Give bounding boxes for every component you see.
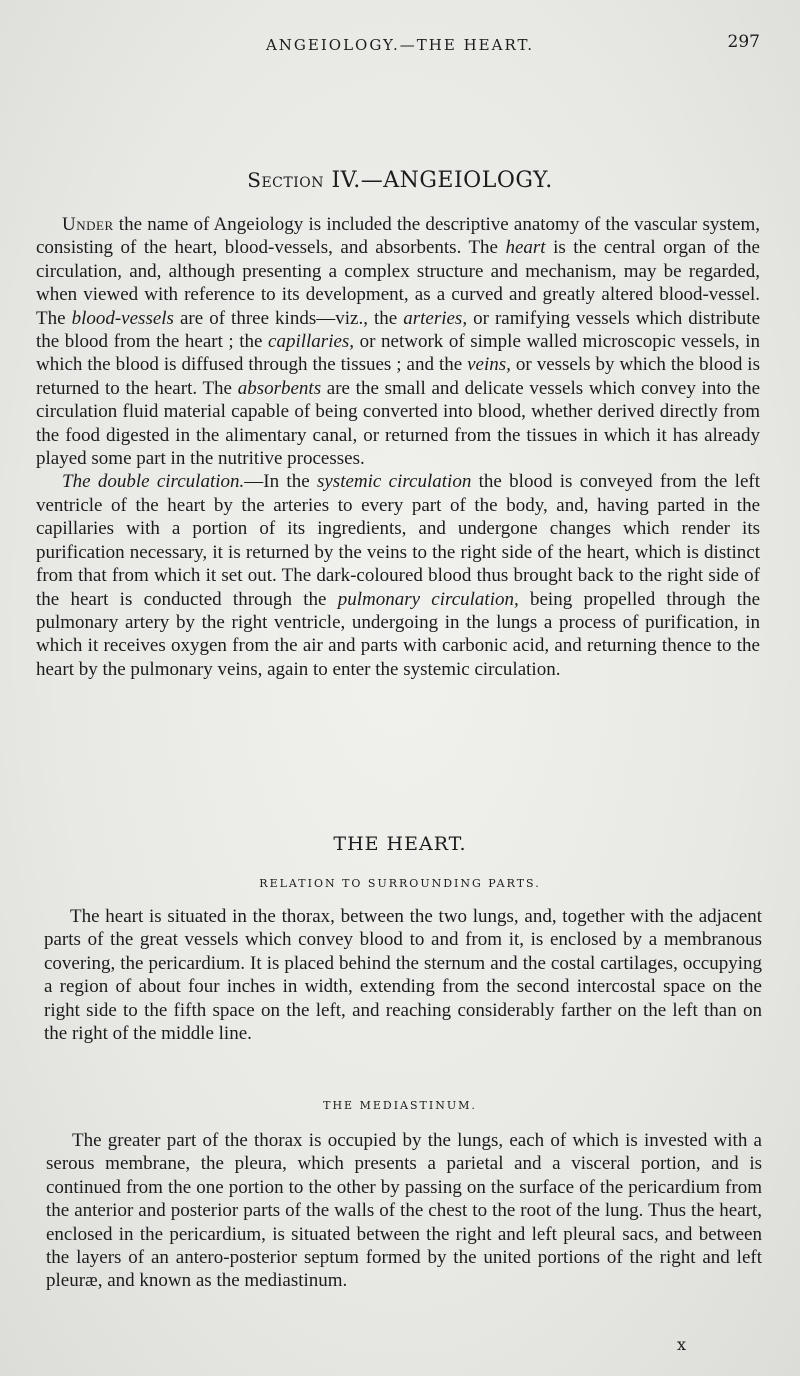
term-arteries: arteries,	[403, 307, 468, 329]
dc-text-3: being propelled through the pulmonary artery by the right ventricle, undergoing in the lungs a process of purification, in which it receives oxygen from the air and parts with carbonic acid, and returning thence to the heart by the pulmonary veins, again to enter the systemic circulation.	[36, 588, 760, 680]
intro-text-1: the name of Angeiology is included the descriptive anatomy of the vascular system, consisting of the heart, blood-vessels, and absorbents. The	[36, 214, 760, 259]
intro-text-5: or network of simple walled microscopic vessels, in which the blood is diffused through the tissues ; and the	[36, 331, 760, 376]
running-head	[0, 32, 800, 60]
section-title-rest: IV.—ANGEIOLOGY.	[331, 168, 553, 193]
double-circulation-paragraph	[36, 470, 760, 681]
relation-paragraph: The heart is situated in the thorax, between the two lungs, and, together with the adjacent parts of the great vessels which convey blood to and from it, is enclosed by a membranous covering, the pericardium. It is placed behind the sternum and the costal cartilages, occupying a region of about four inches in width, extending from the second intercostal space on the right side to the fifth space on the left, and reaching considerably farther on the left than on the right of the middle line.	[44, 906, 762, 1045]
mediastinum-paragraph-block	[46, 1129, 762, 1293]
running-head-title: ANGEIOLOGY.—THE HEART.	[265, 36, 535, 54]
intro-text-6: or vessels by which the blood is returned to the heart. The	[36, 354, 760, 399]
dc-text-1: —In the	[244, 471, 317, 493]
term-pulmonary-circulation: pulmonary circulation,	[337, 588, 519, 610]
relation-paragraph-block	[44, 905, 762, 1045]
term-blood-vessels: blood-vessels	[71, 307, 174, 329]
intro-text-2: is the central organ of the circulation, and, although presenting a complex structure and mechanism, may be regarded, when viewed with reference to its development, as a curved and greatly altered blood-vessel. The	[36, 237, 760, 329]
relation-heading: RELATION TO SURROUNDING PARTS.	[259, 877, 541, 890]
section-title-first: Section	[247, 168, 324, 192]
term-absorbents: absorbents	[237, 377, 322, 399]
term-heart: heart	[505, 237, 546, 259]
section-title	[0, 168, 800, 193]
intro-paragraph-block	[36, 213, 760, 681]
term-capillaries: capillaries,	[268, 331, 355, 353]
intro-paragraph	[36, 213, 760, 470]
double-circulation-lead: The double circulation.	[62, 471, 245, 493]
heart-heading: THE HEART.	[333, 833, 467, 855]
mediastinum-heading: THE MEDIASTINUM.	[323, 1099, 477, 1112]
mediastinum-paragraph: The greater part of the thorax is occupied by the lungs, each of which is invested with a serous membrane, the pleura, which presents a parietal and a visceral portion, and is continued from the one portion to the other by passing on the surface of the pericardium from the anterior and posterior parts of the walls of the chest to the root of the lung. Thus the heart, enclosed in the pericardium, is situated between the right and left pleural sacs, and between the layers of an antero-posterior septum formed by the united portions of the right and left pleuræ, and known as the mediastinum.	[46, 1130, 762, 1292]
term-systemic-circulation: systemic circulation	[316, 471, 472, 493]
intro-text-7: are the small and delicate vessels which convey into the circulation fluid material capable of being converted into blood, whether derived directly from the food digested in the alimentary canal, or returned from the tissues in which it has already played some part in the nutritive processes.	[36, 377, 760, 470]
dc-text-2: the blood is conveyed from the left ventricle of the heart by the arteries to every part of the body, and, having parted in the capillaries with a portion of its ingredients, and undergone changes which render its purification necessary, it is returned by the veins to the right side of the heart, which is distinct from that from which it set out. The dark-coloured blood thus brought back to the right side of the heart is conducted through the	[36, 471, 760, 610]
signature-mark: x	[676, 1335, 686, 1354]
page-number: 297	[727, 32, 760, 52]
intro-text-4: or ramifying vessels which distribute the blood from the heart ; the	[36, 307, 761, 353]
intro-lead-word: Under	[62, 214, 114, 235]
intro-text-3: are of three kinds—viz., the	[173, 307, 404, 329]
term-veins: veins,	[467, 354, 511, 376]
